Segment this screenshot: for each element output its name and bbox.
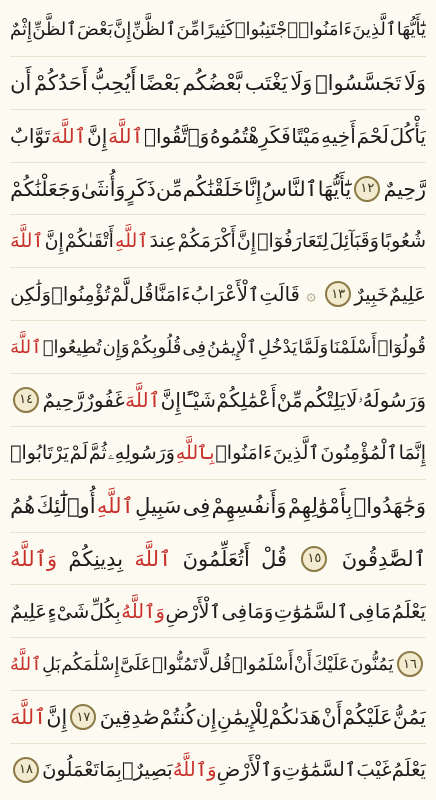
verse-word: وَقَبَآئِلَ	[329, 230, 379, 253]
verse-word: أَنْ	[293, 653, 313, 675]
verse-word: رَّحِيمٌ	[42, 387, 84, 412]
verse-word: عَلَيْكَ	[312, 653, 350, 675]
verse-word: فِى	[182, 493, 211, 518]
verse-word: بِأَمْوَٰلِهِمْ	[287, 493, 353, 518]
ayah-number-marker: ١٢	[354, 176, 380, 202]
verse-word: ٱللَّهَ	[10, 705, 47, 730]
verse-word: مَا	[374, 599, 392, 623]
verse-word: إِثْمٌ	[10, 19, 33, 41]
verse-word: قَالَتِ	[259, 282, 300, 306]
verse-word: عَلِيمٌ	[389, 282, 426, 306]
verse-word: وَإِن	[102, 336, 130, 358]
verse-word: ٱلنَّاسُ	[261, 176, 318, 201]
verse-word: إِنَّ	[46, 705, 68, 730]
verse-word: إِنَّ	[44, 230, 64, 253]
verse-word: لِلْإِيمَٰنِ	[216, 705, 269, 730]
verse-line-14	[10, 691, 426, 744]
verse-word: غَفُورٌ	[84, 387, 125, 412]
verse-word: إِنَّ	[113, 19, 132, 41]
verse-word: ٱللَّهَ	[51, 123, 87, 148]
verse-line-4	[10, 163, 426, 216]
verse-word: وَٱللَّهُ	[10, 546, 58, 571]
verse-word: فَكَرِهْتُمُوهُ	[210, 123, 291, 148]
verse-word: يَعْلَمُ	[391, 599, 426, 623]
verse-word: بِٱللَّهِ	[175, 441, 215, 464]
verse-word: هَدَىٰكُمْ	[268, 705, 322, 730]
verse-word: عِندَ	[149, 230, 177, 253]
verse-word: ٱللَّهَ	[134, 546, 172, 571]
verse-word: بَصِيرٌۢ	[122, 758, 173, 782]
verse-word: ٱللَّهَ	[10, 230, 44, 253]
verse-line-11	[10, 533, 426, 586]
verse-word: قُل	[209, 653, 232, 675]
verse-word: يَلِتْكُم	[303, 387, 346, 412]
verse-word: وَمَا	[247, 599, 274, 623]
verse-line-10	[10, 480, 426, 533]
verse-line-12	[10, 585, 426, 638]
verse-word: ءَامَنَّا	[153, 282, 191, 306]
verse-line-8	[10, 374, 426, 427]
verse-word: قُولُوٓا۟	[377, 336, 426, 358]
ayah-number-marker: ١٦	[397, 651, 423, 677]
verse-word: إِنَّمَا	[398, 441, 426, 464]
verse-word: لَمْ	[69, 441, 89, 464]
verse-word: ٱللَّهَ	[10, 336, 42, 358]
verse-line-7	[10, 321, 426, 374]
verse-word: وَٱلْأَرْضِ	[216, 758, 282, 782]
verse-word: شَيْـًٔا	[181, 387, 217, 412]
verse-word: وَلَا	[403, 70, 426, 95]
verse-word: ءَامَنُوا۟	[298, 19, 352, 41]
verse-line-5	[10, 215, 426, 268]
verse-word: قُلْ	[261, 546, 288, 571]
verse-word: كَثِيرًا	[200, 19, 235, 41]
verse-word: يَمُنُّ	[392, 705, 426, 730]
verse-word: ٱلْإِيمَٰنُ	[206, 336, 257, 358]
verse-line-9	[10, 427, 426, 480]
verse-word: بَّعْضُكُم	[182, 70, 243, 95]
verse-word: ٱلَّذِينَ	[352, 19, 397, 41]
verse-word: بَعْضَ	[77, 19, 113, 41]
verse-word: ٱللَّهَ	[108, 123, 144, 148]
verse-word: يَعْلَمُ	[391, 758, 426, 782]
verse-line-3	[10, 110, 426, 163]
verse-word: سَبِيلِ	[135, 493, 182, 518]
verse-word: أَن	[10, 70, 32, 95]
verse-word: ءَامَنُوا۟	[215, 441, 273, 464]
ayah-number-marker: ١٧	[70, 704, 96, 730]
verse-line-2	[10, 57, 426, 110]
verse-word: ٱلْمُؤْمِنُونَ	[320, 441, 398, 464]
ayah-number-marker: ١٣	[325, 281, 351, 307]
verse-word: أُو۟لَٰٓئِكَ	[36, 493, 96, 518]
verse-word: لِتَعَارَفُوٓا۟	[257, 230, 329, 253]
verse-word: يَمُنُّونَ	[350, 653, 394, 675]
verse-word: إِنَّ	[87, 123, 108, 148]
verse-word: ٱلْأَعْرَابُ	[190, 282, 260, 306]
verse-word: وَأُنثَىٰ	[80, 176, 126, 201]
verse-word: يَدْخُلِ	[257, 336, 298, 358]
verse-word: ٱلسَّمَٰوَٰتِ	[273, 599, 349, 623]
ayah-number-marker: ١٥	[301, 546, 327, 572]
verse-word: إِن	[195, 705, 217, 730]
verse-word: لَحْمَ	[356, 123, 389, 148]
verse-word: بَلِ	[42, 653, 61, 675]
verse-word: تَعْمَلُونَ	[42, 758, 100, 782]
verse-word: إِسْلَٰمَكُم	[61, 653, 120, 675]
verse-word: إِنَّ	[160, 387, 181, 412]
verse-word: صَٰدِقِينَ	[99, 705, 160, 730]
verse-word: ٱللَّهُ	[10, 653, 42, 675]
verse-word: مَيْتًا	[291, 123, 321, 148]
verse-line-6	[10, 268, 426, 321]
hizb-marker-icon: ۞	[306, 284, 316, 304]
verse-word: وَلَا	[290, 70, 313, 95]
verse-word: وَجَعَلْنَٰكُمْ	[10, 176, 81, 201]
verse-word: ٱلَّذِينَ	[272, 441, 320, 464]
verse-word: وَرَسُولَهُۥ	[357, 387, 426, 412]
verse-word: ٱلصَّٰدِقُونَ	[341, 546, 426, 571]
verse-word: ثُمَّ	[88, 441, 107, 464]
verse-word: أَنْ	[321, 705, 343, 730]
verse-word: عَلَيْكُمْ	[342, 705, 393, 730]
verse-word: فِى	[221, 599, 248, 623]
verse-word: بِمَا	[99, 758, 122, 782]
verse-word: مِّن	[155, 176, 183, 201]
verse-word: لَا	[346, 387, 358, 412]
verse-word: وَجَٰهَدُوا۟	[353, 493, 426, 518]
verse-word: ٱجْتَنِبُوا۟	[234, 19, 299, 41]
verse-word: تُؤْمِنُوا۟	[51, 282, 111, 306]
verse-word: ٱللَّهِ	[115, 230, 149, 253]
verse-word: قُل	[129, 282, 154, 306]
ayah-number-marker: ١٨	[13, 757, 39, 783]
verse-word: أَسْلَمْنَا	[329, 336, 377, 358]
verse-word: أَسْلَمُوا۟	[231, 653, 294, 675]
verse-word: تَجَسَّسُوا۟	[315, 70, 402, 95]
verse-word: إِنَّا	[243, 176, 262, 201]
verse-word: إِنَّ	[236, 230, 257, 253]
verse-line-15	[10, 744, 426, 796]
verse-word: أَيُحِبُّ	[90, 70, 137, 95]
verse-word: تَمُنُّوا۟	[152, 653, 199, 675]
verse-word: أَعْمَٰلِكُمْ	[216, 387, 277, 412]
verse-word: ٱلظَّنِّ	[131, 19, 177, 41]
verse-word: قُلُوبِكُمْ	[130, 336, 182, 358]
verse-word: يَأْكُلَ	[389, 123, 426, 148]
verse-word: بِدِينِكُمْ	[68, 546, 124, 571]
verse-word: أَخِيهِ	[321, 123, 356, 148]
verse-word: وَلَمَّا	[298, 336, 329, 358]
verse-word: عَلِيمٌ	[10, 599, 48, 623]
verse-word: مِّنَ	[176, 19, 200, 41]
verse-word: يَغْتَب	[244, 70, 288, 95]
verse-lines	[10, 4, 426, 796]
verse-word: فِى	[182, 336, 206, 358]
verse-word: خَبِيرٌ	[354, 282, 389, 306]
verse-word: وَأَنفُسِهِمْ	[211, 493, 287, 518]
verse-word: خَلَقْنَٰكُم	[182, 176, 244, 201]
verse-word: ٱللَّهَ	[125, 387, 161, 412]
verse-word: أَكْرَمَكُمْ	[177, 230, 236, 253]
verse-word: فِى	[348, 599, 375, 623]
verse-word: وَٱللَّهُ	[121, 599, 165, 623]
verse-word: وَلَٰكِن	[10, 282, 52, 306]
verse-word: يَٰٓأَيُّهَا	[317, 176, 352, 201]
verse-word: شُعُوبًا	[380, 230, 426, 253]
verse-word: ذَكَرٍ	[125, 176, 156, 201]
verse-word: ٱللَّهِ	[96, 493, 134, 518]
verse-word: مِّنْ	[276, 387, 303, 412]
verse-word: هُمُ	[10, 493, 36, 518]
verse-word: لَّمْ	[110, 282, 130, 306]
verse-word: غَيْبَ	[356, 758, 392, 782]
ayah-number-marker: ١٤	[13, 387, 39, 413]
verse-word: بَعْضًا	[139, 70, 180, 95]
verse-word: وَٱللَّهُ	[172, 758, 217, 782]
verse-word: رَّحِيمٌ	[383, 176, 426, 201]
verse-word: أَحَدُكُمْ	[34, 70, 88, 95]
verse-word: يَرْتَابُوا۟	[10, 441, 69, 464]
verse-word: بِكُلِّ	[89, 599, 121, 623]
verse-word: ٱلْأَرْضِ	[165, 599, 221, 623]
verse-word: شَىْءٍ	[47, 599, 90, 623]
verse-line-13	[10, 638, 426, 691]
verse-word: أَتُعَلِّمُونَ	[182, 546, 250, 571]
verse-word: يَٰٓأَيُّهَا	[396, 19, 426, 41]
verse-word: وَرَسُولِهِۦ	[107, 441, 175, 464]
verse-word: ٱلظَّنِّ	[32, 19, 77, 41]
verse-word: تُطِيعُوا۟	[42, 336, 102, 358]
verse-word: لَّا	[198, 653, 209, 675]
verse-word: كُنتُمْ	[159, 705, 196, 730]
verse-word: أَتْقَىٰكُمْ	[64, 230, 114, 253]
verse-word: وَٱتَّقُوا۟	[144, 123, 210, 148]
verse-line-1	[10, 4, 426, 57]
verse-word: عَلَىَّ	[119, 653, 152, 675]
verse-word: تَوَّابٌ	[10, 123, 51, 148]
verse-word: ٱلسَّمَٰوَٰتِ	[281, 758, 357, 782]
